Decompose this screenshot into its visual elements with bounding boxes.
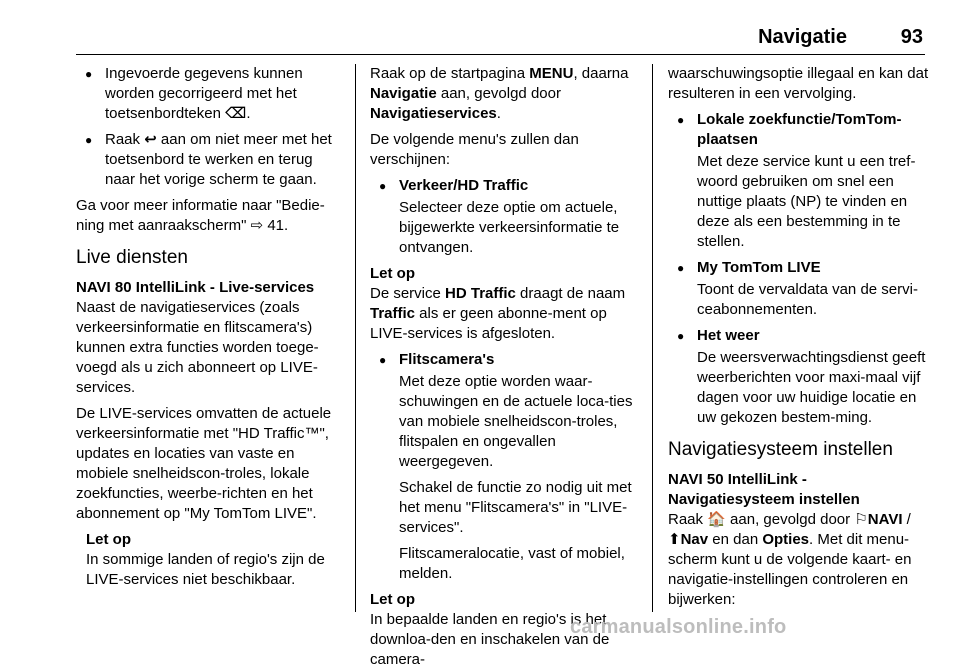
list-item: ● Het weer De weersverwachtingsdienst geeft weerberichten voor maxi-maal vijf dagen voor uw huidige locatie en uw gekozen bestem-ming. <box>668 326 930 428</box>
list-item: ● Raak ↩ aan om niet meer met het toetsenbord te werken en terug naar het vorige scherm te gaan. <box>76 130 346 190</box>
back-arrow-icon: ↩ <box>144 131 157 148</box>
list-item: ● My TomTom LIVE Toont de vervaldata van de servi-ceabonnementen. <box>668 258 930 320</box>
home-icon: 🏠 <box>707 511 726 528</box>
section-heading: Navigatiesysteem instellen <box>668 439 893 460</box>
paragraph: De volgende menu's zullen dan verschijnen: <box>370 131 579 168</box>
column-2 <box>370 64 635 670</box>
note-title: Let op <box>370 591 415 608</box>
note-title: Let op <box>370 265 415 282</box>
section-heading: Live diensten <box>76 247 188 268</box>
up-arrow-icon: ⬆ <box>668 531 681 548</box>
paragraph: De LIVE-services omvatten de actuele verkeersinformatie met "HD Traffic™", updates en locaties van vaste en mobiele snelheidscon-troles, lokale zoekfuncties, weerbe-richten en het abonnement op "My TomTom LIVE". <box>76 405 332 522</box>
column-3 <box>668 64 930 616</box>
paragraph: waarschuwingsoptie illegaal en kan dat resulteren in een vervolging. <box>668 65 929 102</box>
subsection-title: NAVI 50 IntelliLink - Navigatiesysteem instellen <box>668 471 860 508</box>
header-rule <box>76 54 925 55</box>
paragraph: Naast de navigatieservices (zoals verkeersinformatie en flitscamera's) kunnen extra functies worden toege-voegd als u zich abonneert op LIVE-services. <box>76 299 319 396</box>
column-divider <box>355 64 356 612</box>
note-title: Let op <box>86 531 131 548</box>
column-1 <box>76 64 346 590</box>
paragraph: Raak 🏠 aan, gevolgd door ⚐NAVI / ⬆Nav en dan Opties. Met dit menu-scherm kunt u de volgende kaart- en navigatie-instellingen controleren en bijwerken: <box>668 511 912 608</box>
column-divider <box>652 64 653 612</box>
note <box>370 264 635 344</box>
page-number: 93 <box>900 26 923 48</box>
paragraph: Ga voor meer informatie naar "Bedie-ning met aanraakscherm" ⇨ 41. <box>76 197 325 234</box>
page-header <box>0 0 960 52</box>
list-item: ● Ingevoerde gegevens kunnen worden gecorrigeerd met het toetsenbordteken ⌫. <box>76 64 346 124</box>
note <box>86 530 346 590</box>
note-text: In sommige landen of regio's zijn de LIVE-services niet beschikbaar. <box>86 551 325 588</box>
watermark: carmanualsonline.info <box>570 616 787 638</box>
note-text: De service HD Traffic draagt de naam Traffic als er geen abonne-ment op LIVE-services is afgesloten. <box>370 285 626 342</box>
flag-icon: ⚐ <box>854 511 868 528</box>
paragraph: Raak op de startpagina MENU, daarna Navigatie aan, gevolgd door Navigatieservices. <box>370 65 629 122</box>
note-text: In bepaalde landen en regio's is het downloa-den en inschakelen van de camera- <box>370 611 610 668</box>
page-title: Navigatie <box>758 26 847 48</box>
list-item: ● Flitscamera's Met deze optie worden waar-schuwingen en de actuele loca-ties van mobiele snelheidscon-troles, flitspalen en ongevallen weergegeven. Schakel de functie zo nodig uit met het menu "Flitscamera's" in "LIVE-services". Flitscameralocatie, vast of mobiel, melden. <box>370 350 635 584</box>
subsection-title: NAVI 80 IntelliLink - Live-services <box>76 279 315 296</box>
page-ref-icon: ⇨ <box>250 217 264 234</box>
list-item: ● Lokale zoekfunctie/TomTom-plaatsen Met deze service kunt u een tref-woord gebruiken om snel een nuttige plaats (NP) te vinden en deze als een bestemming in te stellen. <box>668 110 930 252</box>
list-item: ● Verkeer/HD Traffic Selecteer deze optie om actuele, bijgewerkte verkeersinformatie te ontvangen. <box>370 176 635 258</box>
backspace-icon: ⌫ <box>225 105 247 122</box>
